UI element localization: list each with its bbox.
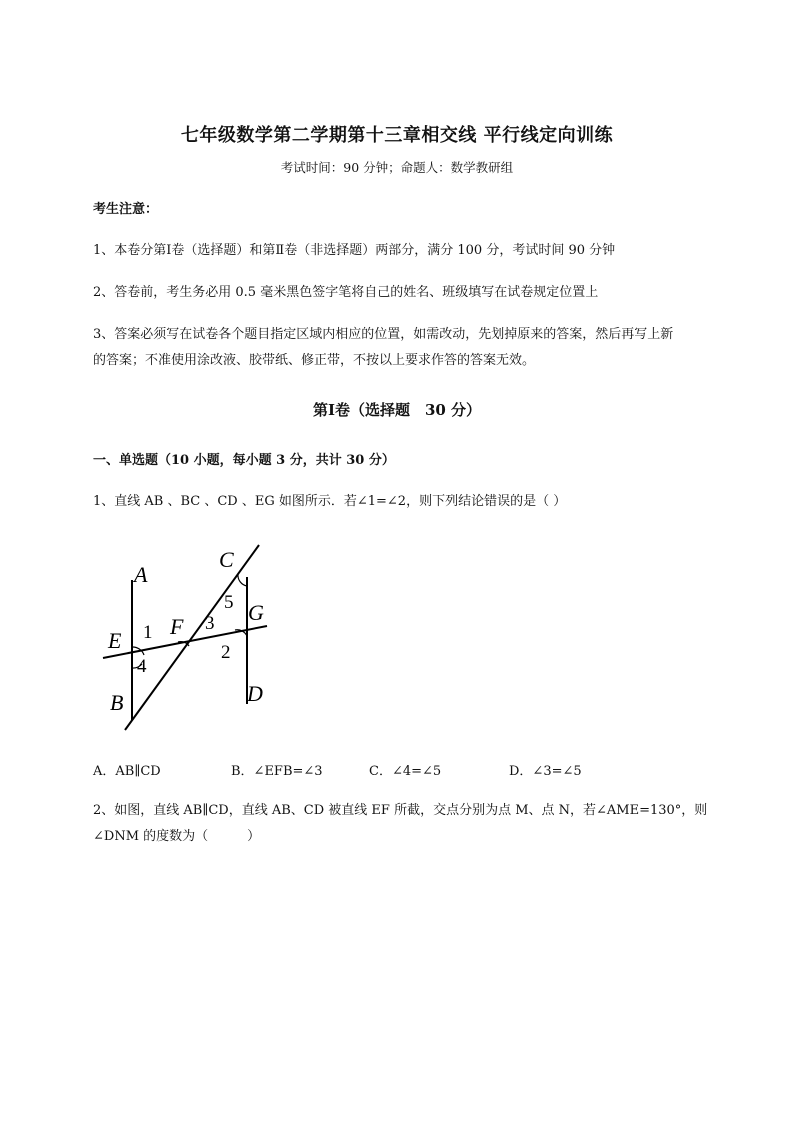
exam-info: 考试时间：90 分钟；命题人：数学教研组: [280, 160, 514, 175]
option-a: A．AB∥CD: [93, 764, 161, 779]
angle-5-arc: [238, 574, 247, 586]
notice-item: 2、答卷前，考生务必用 0.5 毫米黑色签字笔将自己的姓名、班级填写在试卷规定位置上: [93, 285, 599, 300]
question-2-text: 2、如图，直线 AB∥CD，直线 AB、CD 被直线 EF 所截，交点分别为点 M、点 N，若∠AME=130°，则: [93, 803, 708, 818]
question-1-text: 1、直线 AB 、BC 、CD 、EG 如图所示．若∠1=∠2，则下列结论错误的是（ ）: [93, 494, 567, 509]
section-title: 第Ⅰ卷（选择题 30 分）: [312, 401, 482, 419]
angle-label-5: 5: [224, 592, 234, 613]
label-g: G: [248, 600, 264, 625]
option-c: C．∠4=∠5: [369, 764, 442, 779]
part-heading: 一、单选题（10 小题，每小题 3 分，共计 30 分）: [93, 453, 395, 468]
label-a: A: [134, 562, 148, 587]
notice-heading: 考生注意：: [93, 202, 159, 217]
question-1-figure: [97, 542, 272, 737]
label-d: D: [247, 681, 263, 706]
angle-label-1: 1: [143, 622, 153, 643]
option-d: D．∠3=∠5: [509, 764, 582, 779]
angle-label-4: 4: [137, 656, 147, 677]
page-title: 七年级数学第二学期第十三章相交线 平行线定向训练: [180, 125, 614, 146]
label-f: F: [170, 614, 184, 639]
angle-label-3: 3: [205, 613, 215, 634]
notice-item: 1、本卷分第Ⅰ卷（选择题）和第Ⅱ卷（非选择题）两部分，满分 100 分，考试时间 90 分钟: [93, 243, 616, 258]
label-c: C: [219, 547, 234, 572]
angle-label-2: 2: [221, 642, 231, 663]
label-e: E: [108, 628, 122, 653]
option-b: B．∠EFB=∠3: [231, 764, 323, 779]
notice-item: 的答案；不准使用涂改液、胶带纸、修正带，不按以上要求作答的答案无效。: [93, 353, 536, 368]
label-b: B: [110, 690, 124, 715]
notice-item: 3、答案必须写在试卷各个题目指定区域内相应的位置，如需改动，先划掉原来的答案，然后再写上新: [93, 327, 674, 342]
question-2-text-cont: ∠DNM 的度数为（ ）: [93, 829, 261, 844]
